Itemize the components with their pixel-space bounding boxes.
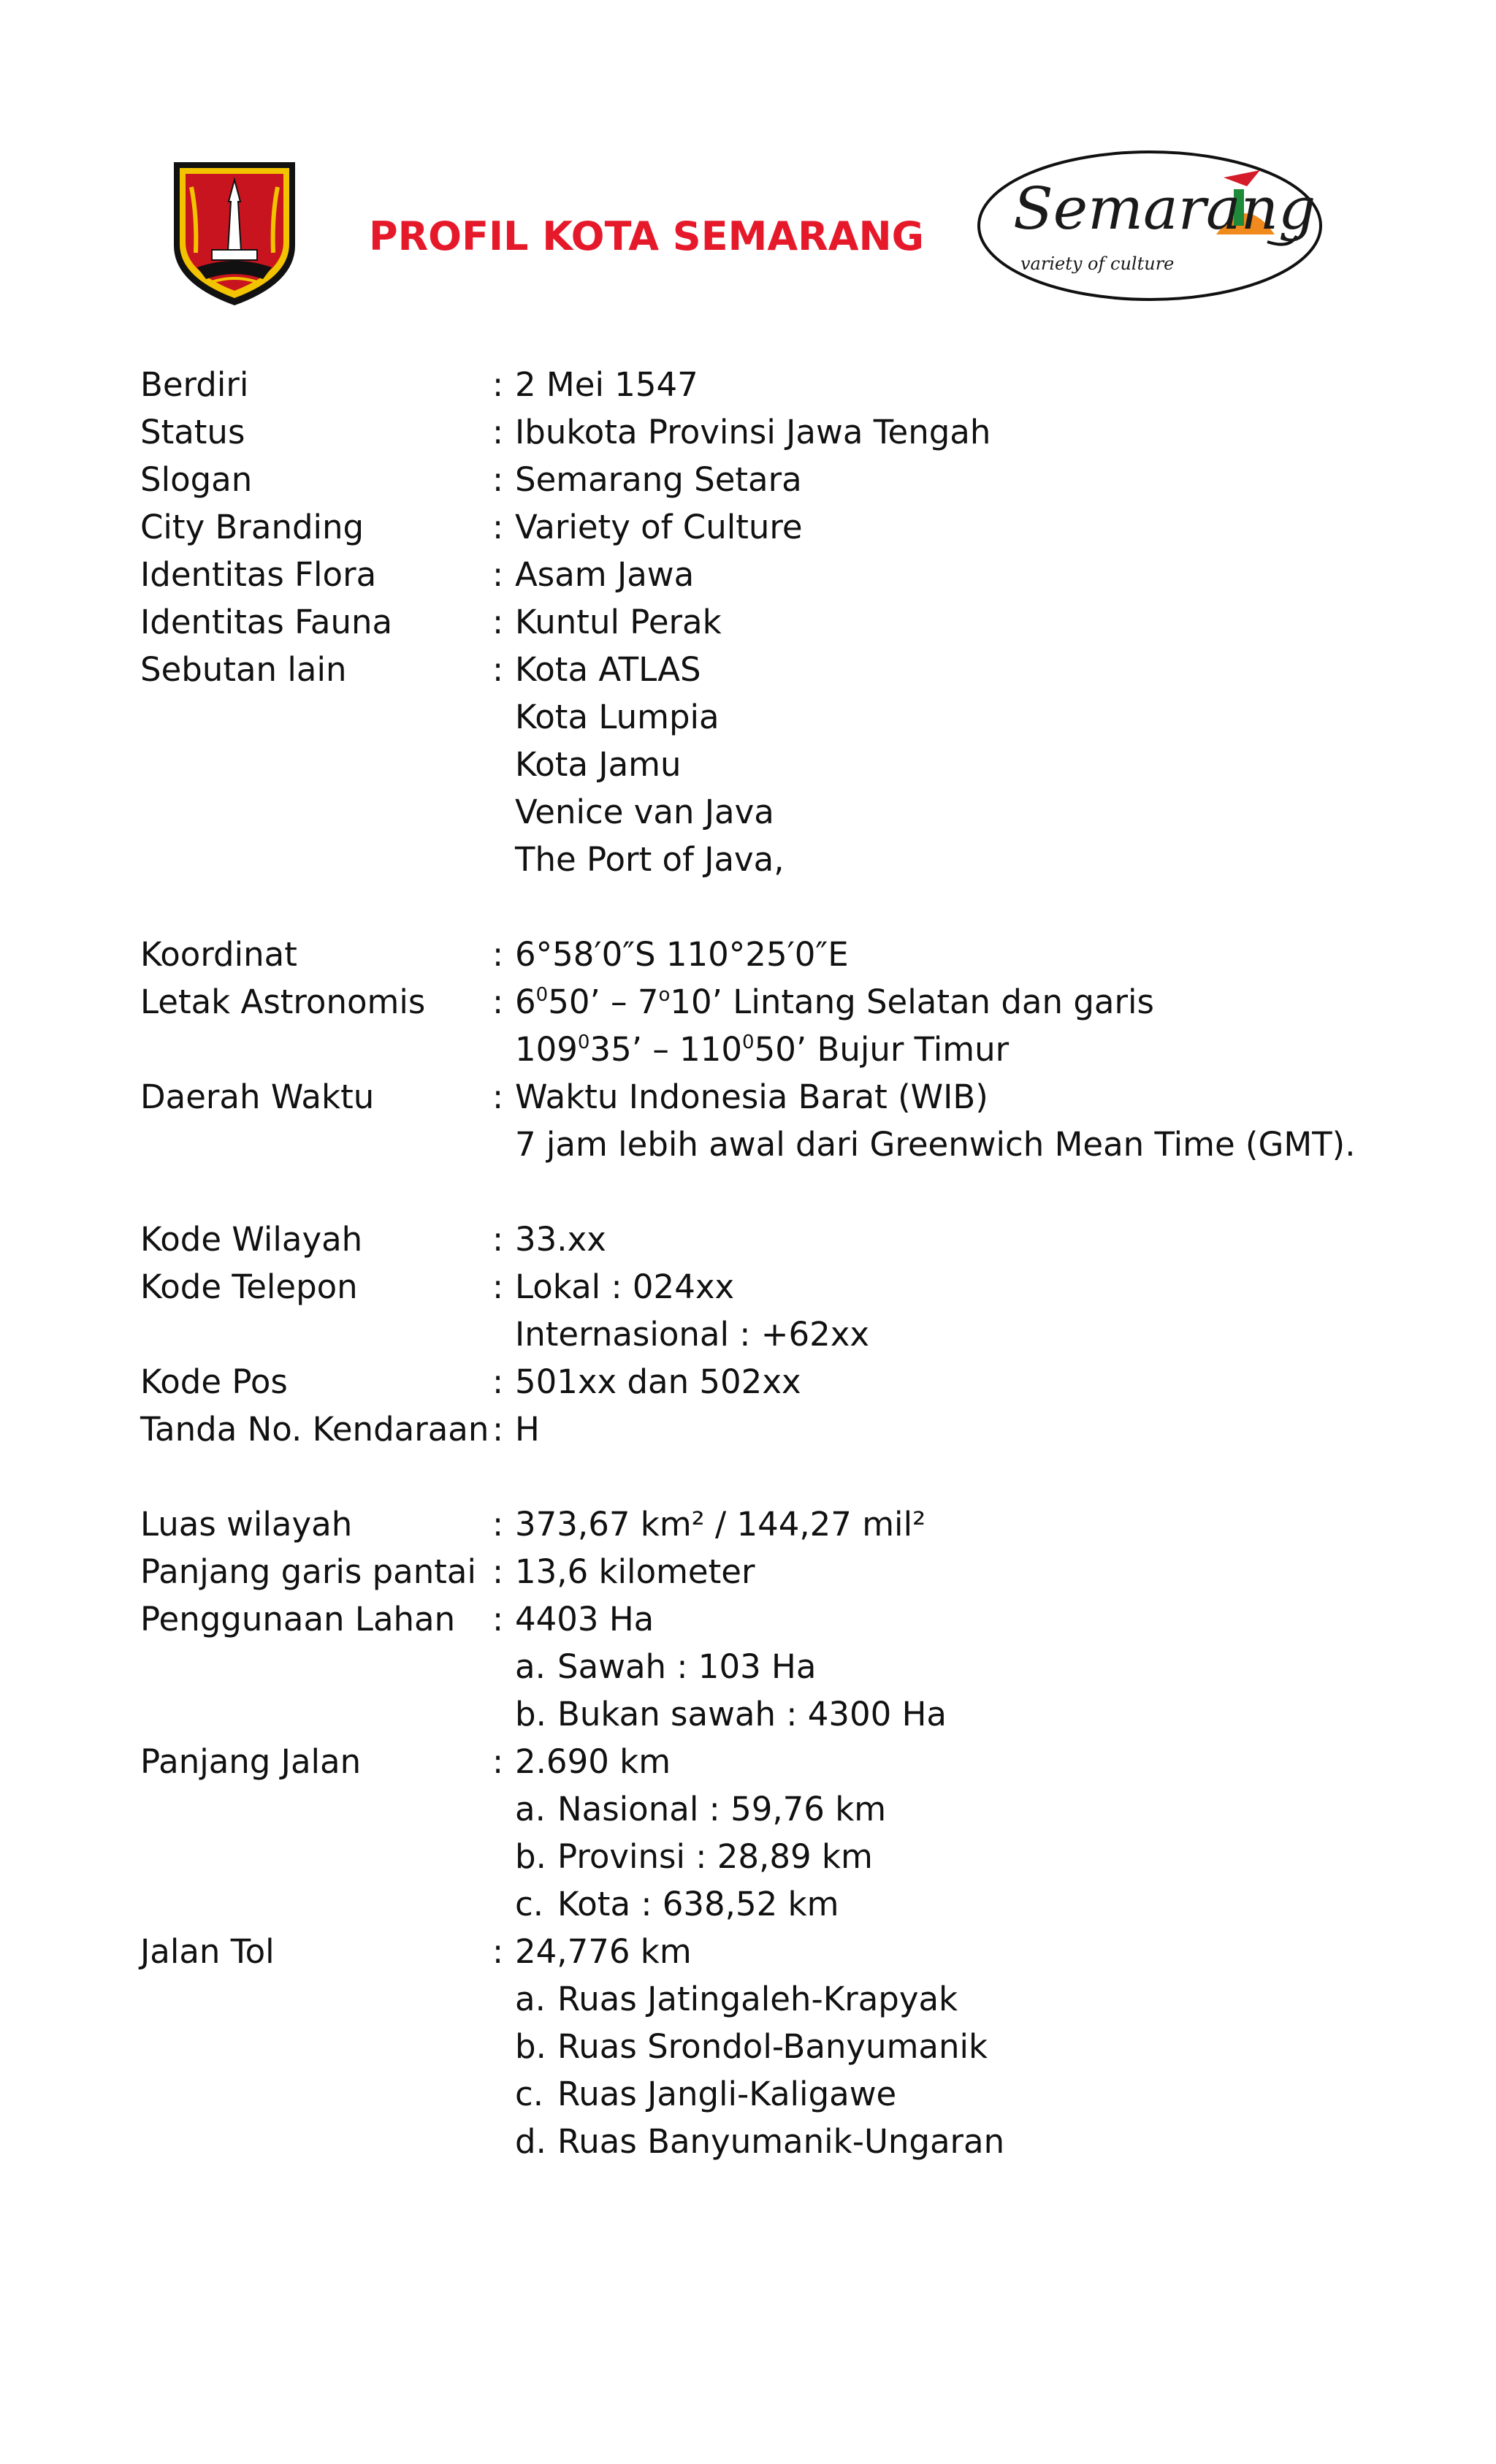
- field-garis-pantai: Panjang garis pantai : 13,6 kilometer: [140, 1548, 1397, 1595]
- field-value: Lokal : 024xx: [515, 1267, 735, 1306]
- list-item: b. Ruas Srondol-Banyumanik: [515, 2027, 988, 2066]
- field-label: Identitas Flora: [140, 555, 377, 594]
- field-luas-wilayah: Luas wilayah : 373,67 km² / 144,27 mil²: [140, 1500, 1397, 1548]
- field-value-longitude: $109^035$’ – $110^050$’ Bujur Timur: [515, 1030, 1010, 1069]
- list-item: b. Bukan sawah : 4300 Ha: [515, 1695, 947, 1733]
- field-value: Kota Jamu: [515, 745, 682, 784]
- field-berdiri: Berdiri : 2 Mei 1547: [140, 361, 1397, 408]
- brand-logo-word: Semarang: [1013, 175, 1316, 243]
- field-status: Status : Ibukota Provinsi Jawa Tengah: [140, 408, 1397, 456]
- semarang-coat-of-arms-icon: [168, 158, 301, 308]
- field-label: Tanda No. Kendaraan: [140, 1410, 489, 1449]
- field-value: Asam Jawa: [515, 555, 695, 594]
- field-label: Slogan: [140, 460, 253, 499]
- field-label: Letak Astronomis: [140, 983, 426, 1021]
- field-label: Panjang garis pantai: [140, 1552, 476, 1591]
- field-value: 33.xx: [515, 1220, 606, 1259]
- profile-table: [140, 361, 1397, 2165]
- field-value: 2 Mei 1547: [515, 365, 698, 404]
- brand-logo-tagline: variety of culture: [1020, 253, 1175, 274]
- field-label: Berdiri: [140, 365, 249, 404]
- field-value: Venice van Java: [515, 793, 774, 831]
- field-jalan-tol: Jalan Tol : 24,776 km a. Ruas Jatingaleh-Krapyak b. Ruas Srondol-Banyumanik c. Ruas Jangli-Kaligawe d. Ruas Banyumanik-Ungaran: [140, 1928, 1397, 2165]
- list-item: a. Ruas Jatingaleh-Krapyak: [515, 1980, 958, 2018]
- field-label: Identitas Fauna: [140, 603, 393, 641]
- field-value: Semarang Setara: [515, 460, 802, 499]
- field-value: 13,6 kilometer: [515, 1552, 755, 1591]
- field-panjang-jalan: Panjang Jalan : 2.690 km a. Nasional : 59,76 km b. Provinsi : 28,89 km c. Kota : 638,52 km: [140, 1738, 1397, 1928]
- field-label: City Branding: [140, 508, 365, 546]
- field-value-latitude: : $6^050$’ – 7$^o$10’ Lintang Selatan dan garis: [492, 983, 1154, 1021]
- field-tanda-kendaraan: Tanda No. Kendaraan : H: [140, 1405, 1397, 1453]
- field-value: 6°58′0″S 110°25′0″E: [515, 935, 849, 974]
- field-label: Koordinat: [140, 935, 297, 974]
- field-label: Panjang Jalan: [140, 1742, 362, 1781]
- field-label: Status: [140, 413, 245, 451]
- field-koordinat: Koordinat : 6°58′0″S 110°25′0″E: [140, 931, 1397, 978]
- field-kode-wilayah: Kode Wilayah : 33.xx: [140, 1216, 1397, 1263]
- field-value: 24,776 km: [515, 1932, 692, 1971]
- list-item: c. Kota : 638,52 km: [515, 1885, 839, 1923]
- field-label: Luas wilayah: [140, 1505, 353, 1544]
- field-value: H: [515, 1410, 540, 1449]
- list-item: c. Ruas Jangli-Kaligawe: [515, 2075, 897, 2113]
- field-label: Sebutan lain: [140, 650, 347, 689]
- field-value: Kota ATLAS: [515, 650, 701, 689]
- field-value: 373,67 km² / 144,27 mil²: [515, 1505, 926, 1544]
- list-item: a. Sawah : 103 Ha: [515, 1647, 817, 1686]
- field-value: Ibukota Provinsi Jawa Tengah: [515, 413, 991, 451]
- field-value: Waktu Indonesia Barat (WIB): [515, 1077, 988, 1116]
- page-title: PROFIL KOTA SEMARANG: [369, 213, 925, 259]
- field-fauna: Identitas Fauna : Kuntul Perak: [140, 598, 1397, 646]
- list-item: d. Ruas Banyumanik-Ungaran: [515, 2122, 1005, 2161]
- field-value: Kuntul Perak: [515, 603, 722, 641]
- field-label: Kode Pos: [140, 1362, 288, 1401]
- field-label: Penggunaan Lahan: [140, 1600, 456, 1639]
- field-label: Kode Wilayah: [140, 1220, 363, 1259]
- field-value: 501xx dan 502xx: [515, 1362, 801, 1401]
- field-value: Internasional : +62xx: [515, 1315, 870, 1354]
- semarang-brand-logo: [975, 148, 1324, 303]
- field-value: The Port of Java,: [515, 840, 785, 879]
- field-label: Jalan Tol: [140, 1932, 275, 1971]
- field-value: Variety of Culture: [515, 508, 803, 546]
- list-item: a. Nasional : 59,76 km: [515, 1790, 887, 1828]
- list-item: b. Provinsi : 28,89 km: [515, 1837, 873, 1876]
- field-daerah-waktu: Daerah Waktu : Waktu Indonesia Barat (WIB) 7 jam lebih awal dari Greenwich Mean Time (GMT).: [140, 1073, 1397, 1168]
- field-value: 7 jam lebih awal dari Greenwich Mean Time (GMT).: [515, 1125, 1356, 1164]
- field-value: Kota Lumpia: [515, 698, 720, 736]
- field-value: 4403 Ha: [515, 1600, 654, 1639]
- field-penggunaan-lahan: Penggunaan Lahan : 4403 Ha a. Sawah : 103 Ha b. Bukan sawah : 4300 Ha: [140, 1595, 1397, 1738]
- field-city-branding: City Branding : Variety of Culture: [140, 503, 1397, 551]
- field-slogan: Slogan : Semarang Setara: [140, 456, 1397, 503]
- field-kode-pos: Kode Pos : 501xx dan 502xx: [140, 1358, 1397, 1405]
- field-sebutan-lain: Sebutan lain : Kota ATLAS Kota Lumpia Kota Jamu Venice van Java The Port of Java,: [140, 646, 1397, 883]
- field-label: Kode Telepon: [140, 1267, 358, 1306]
- field-kode-telepon: Kode Telepon : Lokal : 024xx Internasional : +62xx: [140, 1263, 1397, 1358]
- field-label: Daerah Waktu: [140, 1077, 375, 1116]
- field-value: 2.690 km: [515, 1742, 671, 1781]
- field-letak-astronomis: [140, 978, 1397, 1073]
- field-flora: Identitas Flora : Asam Jawa: [140, 551, 1397, 598]
